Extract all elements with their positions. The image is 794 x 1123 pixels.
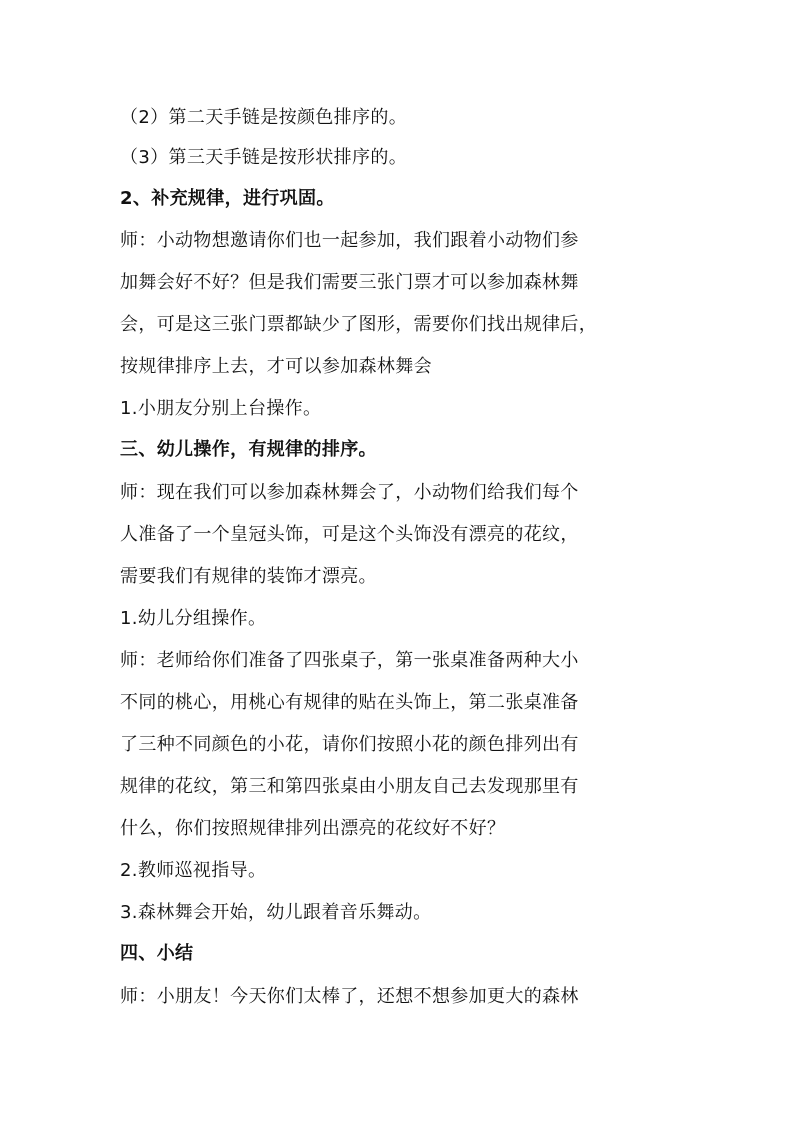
paragraph-line: 需要我们有规律的装饰才漂亮。 <box>120 566 377 587</box>
paragraph-line: 师：现在我们可以参加森林舞会了，小动物们给我们每个 <box>120 482 579 503</box>
section-heading-2: 2、补充规律，进行巩固。 <box>120 188 335 209</box>
paragraph-line: 师：小动物想邀请你们也一起参加，我们跟着小动物们参 <box>120 230 579 251</box>
section-heading-3: 三、幼儿操作，有规律的排序。 <box>120 439 377 460</box>
paragraph-line: 什么，你们按照规律排列出漂亮的花纹好不好？ <box>120 818 506 839</box>
list-item-3: 3.森林舞会开始，幼儿跟着音乐舞动。 <box>120 902 432 923</box>
paragraph-line: 人准备了一个皇冠头饰，可是这个头饰没有漂亮的花纹， <box>120 524 579 545</box>
paragraph-line: 加舞会好不好？但是我们需要三张门票才可以参加森林舞 <box>120 272 579 293</box>
list-item-1: 1.小朋友分别上台操作。 <box>120 398 322 419</box>
list-item-1: 1.幼儿分组操作。 <box>120 608 267 629</box>
paragraph-line: 按规律排序上去，才可以参加森林舞会 <box>120 356 432 377</box>
paragraph-line: 师：小朋友！今天你们太棒了，还想不想参加更大的森林 <box>120 986 579 1007</box>
section-heading-4: 四、小结 <box>120 943 194 964</box>
text-line-item-3: （3）第三天手链是按形状排序的。 <box>120 147 408 168</box>
list-item-2: 2.教师巡视指导。 <box>120 860 267 881</box>
paragraph-line: 会，可是这三张门票都缺少了图形，需要你们找出规律后， <box>120 314 598 335</box>
paragraph-line: 了三种不同颜色的小花，请你们按照小花的颜色排列出有 <box>120 734 579 755</box>
text-line-item-2: （2）第二天手链是按颜色排序的。 <box>120 107 408 128</box>
paragraph-line: 规律的花纹，第三和第四张桌由小朋友自己去发现那里有 <box>120 776 579 797</box>
paragraph-line: 不同的桃心，用桃心有规律的贴在头饰上，第二张桌准备 <box>120 692 579 713</box>
paragraph-line: 师：老师给你们准备了四张桌子，第一张桌准备两种大小 <box>120 650 579 671</box>
